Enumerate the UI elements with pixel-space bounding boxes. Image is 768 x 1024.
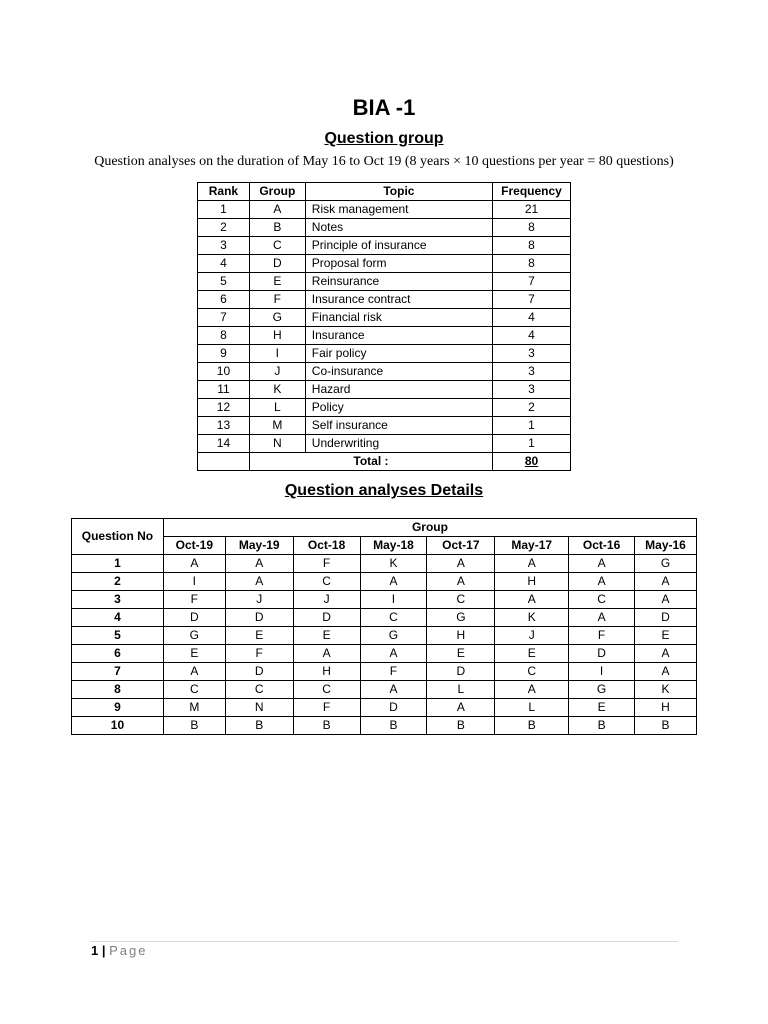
rank-cell: 9 — [198, 345, 250, 363]
table-row — [72, 717, 697, 735]
details-header-row-dates — [72, 537, 697, 555]
group-letter-cell: B — [293, 717, 360, 735]
group-letter-cell: L — [495, 699, 569, 717]
frequency-cell: 8 — [493, 255, 571, 273]
footer-divider — [90, 941, 678, 942]
rank-cell: 14 — [198, 435, 250, 453]
table-row — [72, 573, 697, 591]
column-header-frequency: Frequency — [493, 183, 571, 201]
rank-cell: 8 — [198, 327, 250, 345]
topic-cell: Insurance contract — [305, 291, 492, 309]
question-details-table — [71, 518, 697, 735]
group-letter-cell: D — [635, 609, 697, 627]
group-letter-cell: E — [569, 699, 635, 717]
group-letter-cell: M — [163, 699, 225, 717]
group-cell: H — [249, 327, 305, 345]
table-row — [72, 555, 697, 573]
group-cell: N — [249, 435, 305, 453]
table-row — [72, 645, 697, 663]
table-row — [198, 327, 571, 345]
column-header-date: May-16 — [635, 537, 697, 555]
page-number: 1 — [91, 943, 99, 958]
group-letter-cell: A — [495, 681, 569, 699]
table-row — [198, 363, 571, 381]
table-row — [198, 237, 571, 255]
group-cell: J — [249, 363, 305, 381]
group-letter-cell: G — [427, 609, 495, 627]
column-header-question-no: Question No — [72, 519, 164, 555]
group-letter-cell: H — [427, 627, 495, 645]
table-row — [198, 291, 571, 309]
group-letter-cell: E — [293, 627, 360, 645]
group-letter-cell: E — [495, 645, 569, 663]
group-letter-cell: D — [427, 663, 495, 681]
question-number-cell: 2 — [72, 573, 164, 591]
rank-cell: 1 — [198, 201, 250, 219]
frequency-cell: 3 — [493, 363, 571, 381]
question-group-table — [197, 182, 571, 471]
rank-cell: 11 — [198, 381, 250, 399]
section-heading-details: Question analyses Details — [284, 482, 484, 499]
topic-cell: Hazard — [305, 381, 492, 399]
question-number-cell: 3 — [72, 591, 164, 609]
question-number-cell: 5 — [72, 627, 164, 645]
group-letter-cell: A — [225, 555, 293, 573]
column-header-topic: Topic — [305, 183, 492, 201]
footer-separator: | — [101, 943, 106, 958]
topic-cell: Principle of insurance — [305, 237, 492, 255]
table-row — [198, 381, 571, 399]
group-letter-cell: D — [360, 699, 427, 717]
group-letter-cell: D — [293, 609, 360, 627]
group-letter-cell: F — [569, 627, 635, 645]
column-header-group-span: Group — [163, 519, 696, 537]
description-text: Question analyses on the duration of May 16 to Oct 19 (8 years × 10 questions per year = 80 questions) — [94, 154, 674, 169]
table-row — [198, 255, 571, 273]
frequency-cell: 7 — [493, 273, 571, 291]
frequency-cell: 21 — [493, 201, 571, 219]
group-letter-cell: H — [495, 573, 569, 591]
group-cell: I — [249, 345, 305, 363]
page-label: Page — [109, 943, 148, 958]
group-letter-cell: J — [495, 627, 569, 645]
group-letter-cell: C — [427, 591, 495, 609]
page-footer — [91, 943, 148, 958]
group-letter-cell: K — [360, 555, 427, 573]
topic-cell: Proposal form — [305, 255, 492, 273]
column-header-date: Oct-16 — [569, 537, 635, 555]
column-header-date: May-19 — [225, 537, 293, 555]
group-letter-cell: C — [293, 573, 360, 591]
table-row — [72, 609, 697, 627]
column-header-group: Group — [249, 183, 305, 201]
frequency-cell: 7 — [493, 291, 571, 309]
rank-cell: 2 — [198, 219, 250, 237]
table-row — [198, 345, 571, 363]
details-header-row-group — [72, 519, 697, 537]
topic-cell: Financial risk — [305, 309, 492, 327]
column-header-date: May-18 — [360, 537, 427, 555]
group-letter-cell: A — [635, 591, 697, 609]
group-letter-cell: K — [495, 609, 569, 627]
rank-cell: 5 — [198, 273, 250, 291]
frequency-cell: 3 — [493, 345, 571, 363]
table-row — [72, 591, 697, 609]
group-letter-cell: A — [360, 645, 427, 663]
group-letter-cell: I — [163, 573, 225, 591]
document-title: BIA -1 — [352, 95, 416, 120]
group-letter-cell: E — [427, 645, 495, 663]
group-letter-cell: C — [360, 609, 427, 627]
topic-cell: Fair policy — [305, 345, 492, 363]
group-letter-cell: E — [225, 627, 293, 645]
total-value: 80 — [493, 453, 571, 471]
question-number-cell: 8 — [72, 681, 164, 699]
group-letter-cell: H — [293, 663, 360, 681]
group-letter-cell: F — [225, 645, 293, 663]
table-row — [72, 699, 697, 717]
group-letter-cell: B — [569, 717, 635, 735]
rank-cell: 7 — [198, 309, 250, 327]
group-letter-cell: A — [635, 573, 697, 591]
group-letter-cell: D — [225, 663, 293, 681]
group-letter-cell: D — [163, 609, 225, 627]
topic-cell: Risk management — [305, 201, 492, 219]
group-letter-cell: A — [569, 573, 635, 591]
table-header-row — [198, 183, 571, 201]
table-row — [72, 663, 697, 681]
group-letter-cell: B — [360, 717, 427, 735]
group-letter-cell: A — [163, 555, 225, 573]
topic-cell: Notes — [305, 219, 492, 237]
topic-cell: Insurance — [305, 327, 492, 345]
rank-cell: 3 — [198, 237, 250, 255]
table-row — [198, 435, 571, 453]
group-letter-cell: I — [569, 663, 635, 681]
question-number-cell: 10 — [72, 717, 164, 735]
frequency-cell: 4 — [493, 327, 571, 345]
rank-cell: 12 — [198, 399, 250, 417]
total-row — [198, 453, 571, 471]
group-letter-cell: A — [569, 609, 635, 627]
topic-cell: Reinsurance — [305, 273, 492, 291]
rank-cell: 6 — [198, 291, 250, 309]
group-letter-cell: I — [360, 591, 427, 609]
group-letter-cell: C — [293, 681, 360, 699]
group-cell: F — [249, 291, 305, 309]
group-letter-cell: A — [427, 699, 495, 717]
topic-cell: Co-insurance — [305, 363, 492, 381]
group-letter-cell: E — [163, 645, 225, 663]
group-letter-cell: F — [293, 555, 360, 573]
table-row — [198, 399, 571, 417]
group-letter-cell: G — [163, 627, 225, 645]
frequency-cell: 4 — [493, 309, 571, 327]
group-letter-cell: A — [495, 591, 569, 609]
column-header-date: Oct-17 — [427, 537, 495, 555]
table-row — [198, 417, 571, 435]
group-letter-cell: A — [427, 555, 495, 573]
topic-cell: Self insurance — [305, 417, 492, 435]
group-letter-cell: F — [360, 663, 427, 681]
topic-cell: Policy — [305, 399, 492, 417]
group-letter-cell: B — [635, 717, 697, 735]
group-letter-cell: C — [225, 681, 293, 699]
group-letter-cell: B — [427, 717, 495, 735]
group-cell: B — [249, 219, 305, 237]
rank-cell: 4 — [198, 255, 250, 273]
group-letter-cell: A — [360, 573, 427, 591]
table-row — [198, 309, 571, 327]
group-cell: E — [249, 273, 305, 291]
group-letter-cell: A — [360, 681, 427, 699]
table-row — [198, 273, 571, 291]
group-letter-cell: A — [293, 645, 360, 663]
group-cell: C — [249, 237, 305, 255]
table-row — [72, 627, 697, 645]
frequency-cell: 1 — [493, 435, 571, 453]
group-letter-cell: A — [635, 645, 697, 663]
table-row — [72, 681, 697, 699]
group-letter-cell: B — [163, 717, 225, 735]
group-letter-cell: B — [225, 717, 293, 735]
group-letter-cell: D — [225, 609, 293, 627]
frequency-cell: 1 — [493, 417, 571, 435]
section-heading-question-group: Question group — [324, 130, 444, 147]
group-letter-cell: A — [163, 663, 225, 681]
group-letter-cell: G — [569, 681, 635, 699]
question-number-cell: 4 — [72, 609, 164, 627]
group-cell: L — [249, 399, 305, 417]
column-header-date: Oct-18 — [293, 537, 360, 555]
column-header-date: Oct-19 — [163, 537, 225, 555]
group-letter-cell: C — [495, 663, 569, 681]
group-cell: A — [249, 201, 305, 219]
topic-cell: Underwriting — [305, 435, 492, 453]
question-number-cell: 9 — [72, 699, 164, 717]
group-letter-cell: C — [569, 591, 635, 609]
column-header-rank: Rank — [198, 183, 250, 201]
frequency-cell: 8 — [493, 237, 571, 255]
group-letter-cell: L — [427, 681, 495, 699]
frequency-cell: 3 — [493, 381, 571, 399]
group-letter-cell: A — [427, 573, 495, 591]
group-letter-cell: D — [569, 645, 635, 663]
rank-cell: 13 — [198, 417, 250, 435]
group-letter-cell: C — [163, 681, 225, 699]
group-letter-cell: G — [635, 555, 697, 573]
group-letter-cell: J — [225, 591, 293, 609]
group-cell: D — [249, 255, 305, 273]
group-letter-cell: K — [635, 681, 697, 699]
rank-cell: 10 — [198, 363, 250, 381]
group-letter-cell: A — [225, 573, 293, 591]
question-number-cell: 1 — [72, 555, 164, 573]
column-header-date: May-17 — [495, 537, 569, 555]
group-letter-cell: H — [635, 699, 697, 717]
group-letter-cell: A — [495, 555, 569, 573]
total-label: Total : — [249, 453, 492, 471]
table-row — [198, 219, 571, 237]
group-letter-cell: A — [569, 555, 635, 573]
group-cell: K — [249, 381, 305, 399]
group-cell: G — [249, 309, 305, 327]
group-letter-cell: J — [293, 591, 360, 609]
group-cell: M — [249, 417, 305, 435]
group-letter-cell: F — [293, 699, 360, 717]
group-letter-cell: G — [360, 627, 427, 645]
group-letter-cell: N — [225, 699, 293, 717]
frequency-cell: 2 — [493, 399, 571, 417]
table-row — [198, 201, 571, 219]
frequency-cell: 8 — [493, 219, 571, 237]
group-letter-cell: F — [163, 591, 225, 609]
group-letter-cell: E — [635, 627, 697, 645]
group-letter-cell: B — [495, 717, 569, 735]
question-number-cell: 6 — [72, 645, 164, 663]
group-letter-cell: A — [635, 663, 697, 681]
total-empty-cell — [198, 453, 250, 471]
question-number-cell: 7 — [72, 663, 164, 681]
